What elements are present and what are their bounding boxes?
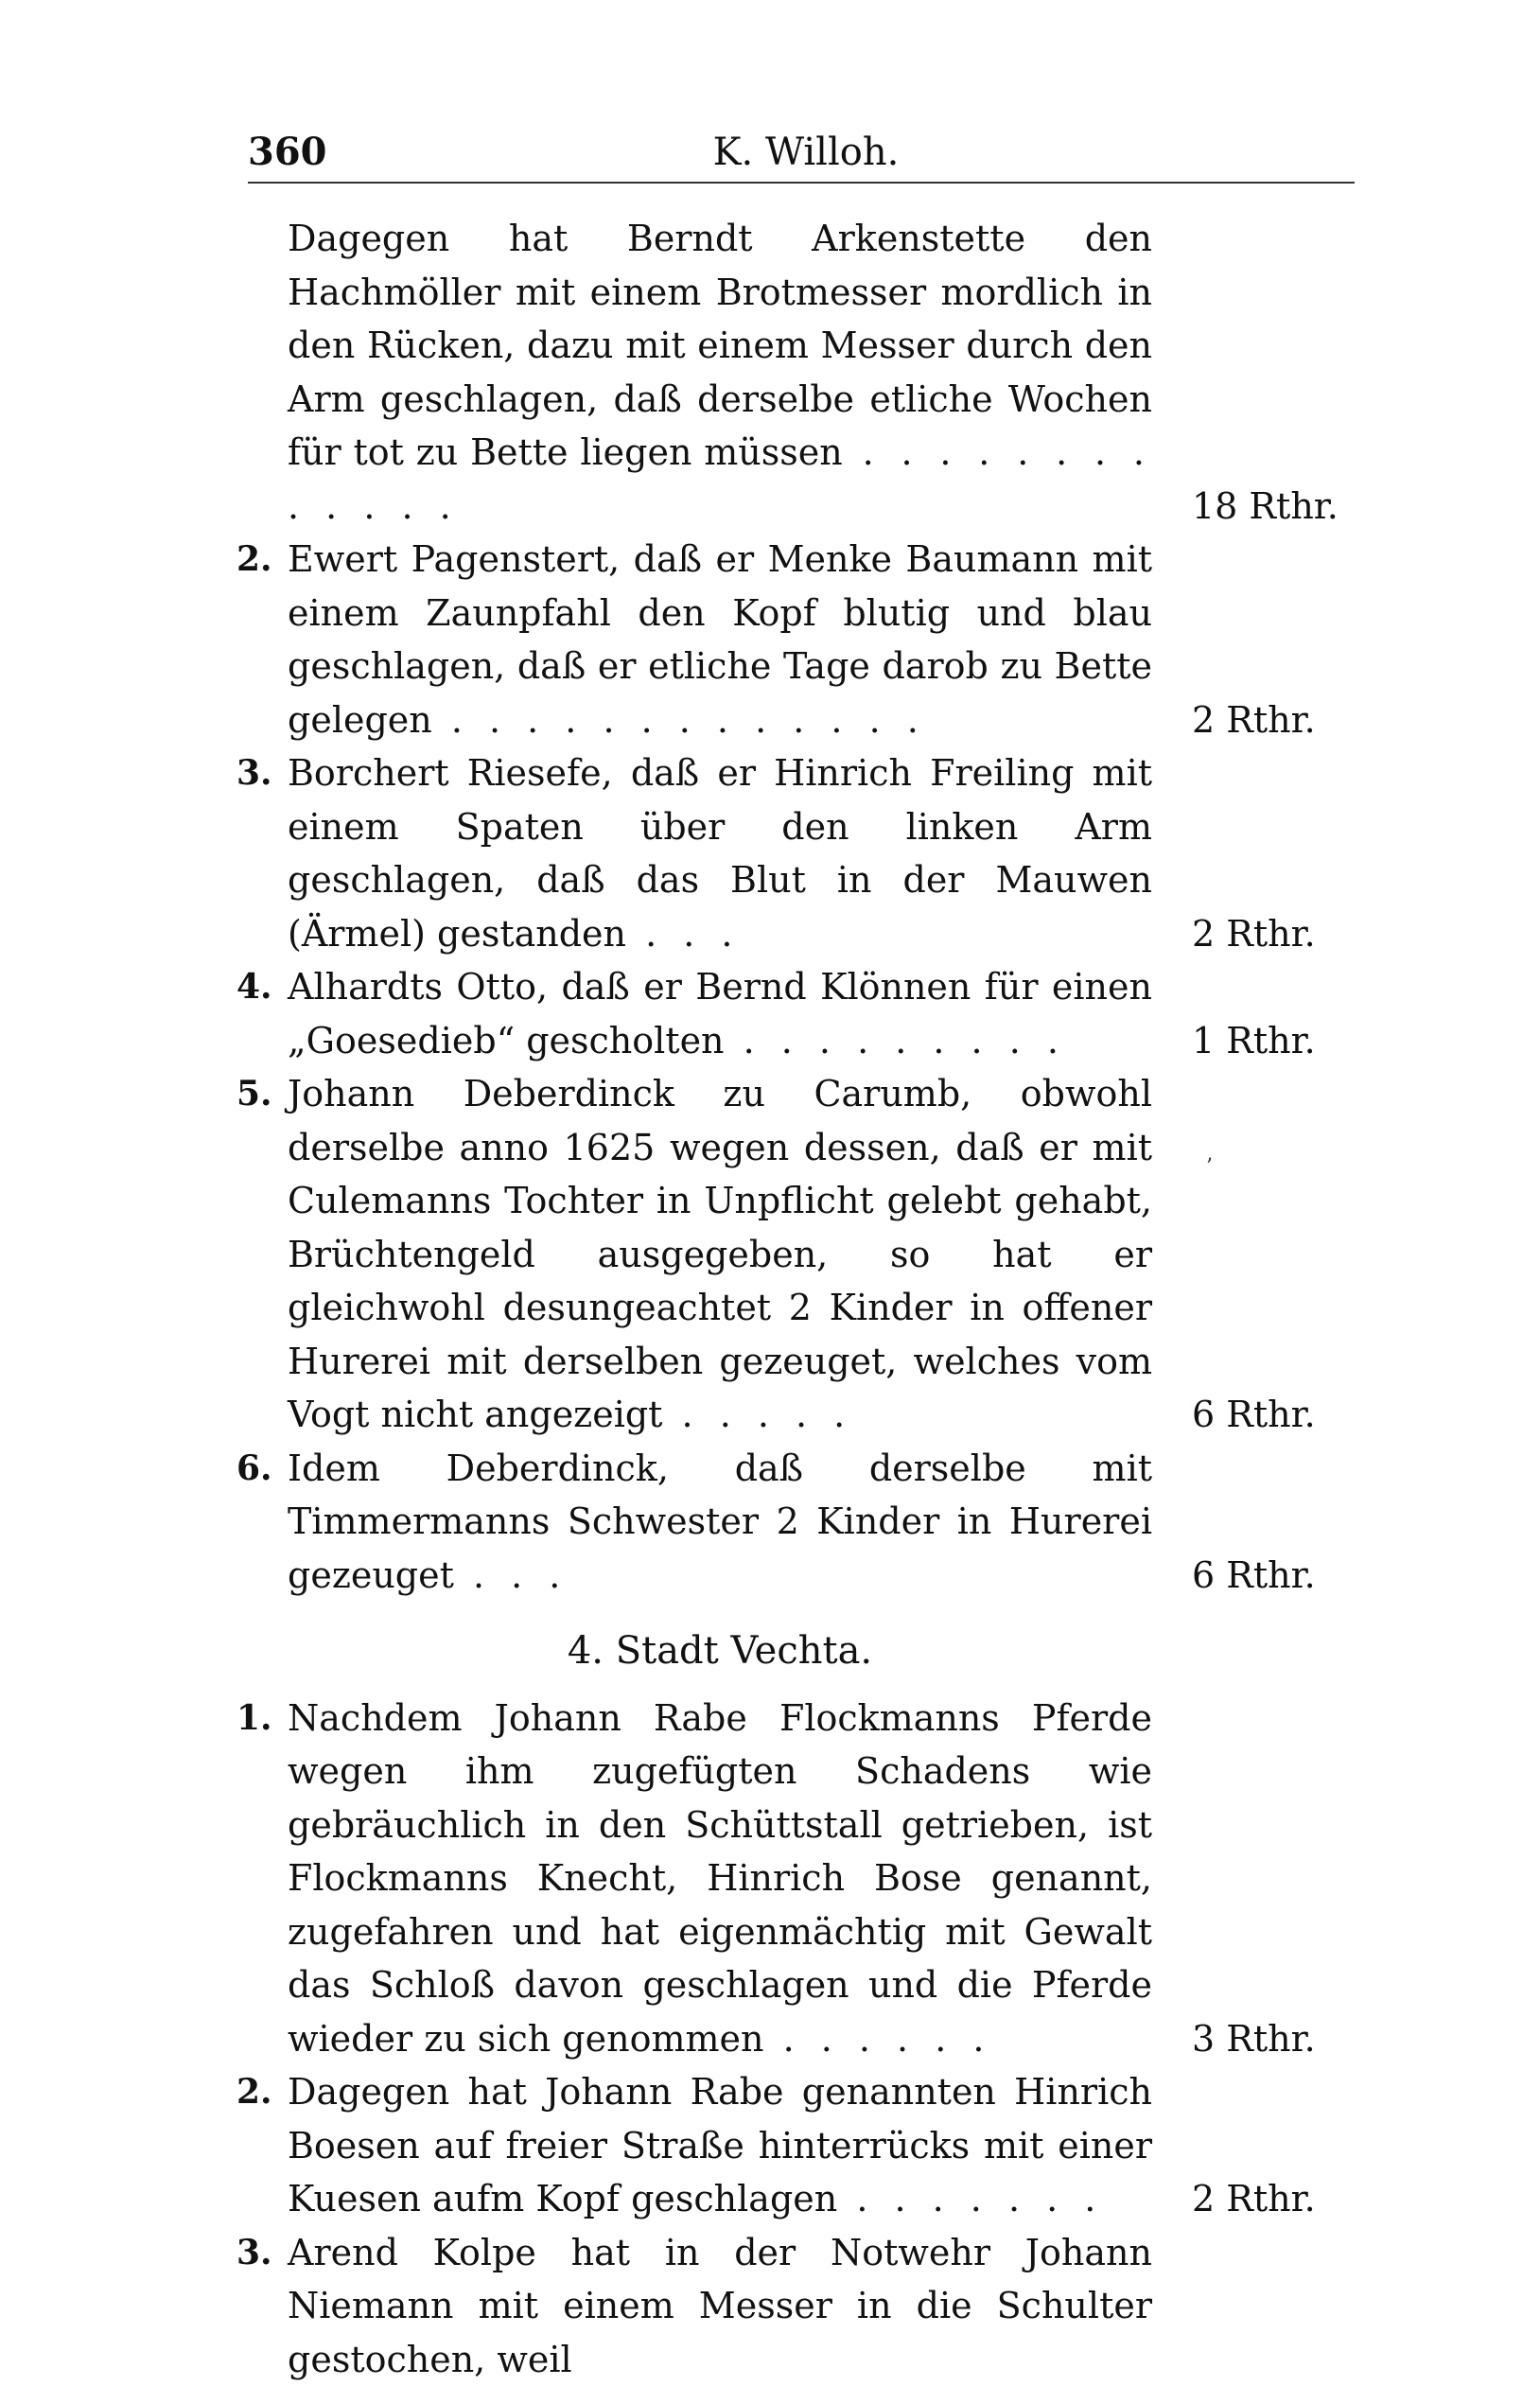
entry-body: Borchert Riesefe, daß er Hinrich Freiling mit einem Spaten über den linken Arm geschlagen, daß das Blut in der Mauwen (Ärmel) gestanden [288,752,1152,955]
entry-text [288,1067,1152,1442]
page-header [248,129,1355,176]
entry [236,212,1372,533]
entry [236,1442,1372,1603]
entry [236,1692,1372,2066]
entry [236,2065,1372,2226]
entry-amount: 2 Rthr. [1192,907,1372,961]
dot-leader: . . . . . . . . . [725,1020,1066,1061]
entry-body: Idem Deberdinck, daß derselbe mit Timmermanns Schwester 2 Kinder in Hurerei gezeuget [288,1447,1152,1596]
entry-number: 6. [236,1442,284,1496]
entry-body: Johann Deberdinck zu Carumb, obwohl derselbe anno 1625 wegen dessen, daß er mit Culemanns Tochter in Unpflicht gelebt gehabt, Brüchtengeld ausgegeben, so hat er gleichwohl desungeachtet 2 Kinder in offener Hurerei mit derselben gezeuget, welches vom Vogt nicht angezeigt [288,1073,1152,1435]
entry-text [288,2226,1152,2386]
entry-amount: 6 Rthr. [1192,1549,1372,1603]
dot-leader: . . . . . . . [837,2178,1103,2219]
entry-number: 3. [236,746,284,800]
dot-leader: . . . . . . [763,2018,991,2060]
entry-amount: 6 Rthr. [1192,1388,1372,1442]
entry-number: 3. [236,2226,284,2280]
section-heading: 4. Stadt Vechta. [288,1624,1152,1678]
entry-text [288,533,1152,746]
header-rule [248,182,1355,184]
entry-number: 4. [236,960,284,1014]
dot-leader: . . . . . [662,1394,852,1435]
dot-leader: . . . . . . . . . . . . . [288,431,1152,527]
entry-body: Arend Kolpe hat in der Notwehr Johann Niemann mit einem Messer in die Schulter gestochen, weil [288,2232,1152,2380]
entry-number: 2. [236,2065,284,2119]
entry-body: Dagegen hat Johann Rabe genannten Hinrich Boesen auf freier Straße hinterrücks mit einer Kuesen aufm Kopf geschlagen [288,2071,1152,2219]
page-number: 360 [248,129,327,176]
entry-text [288,746,1152,960]
entry-amount: 18 Rthr. [1192,480,1372,534]
entry-number: 5. [236,1067,284,1121]
dot-leader: . . . [454,1554,568,1596]
entry-number: 1. [236,1692,284,1746]
dot-leader: . . . . . . . . . . . . . [432,699,926,741]
entry [236,1067,1372,1442]
entry-amount: 3 Rthr. [1192,2012,1372,2066]
entry-text [288,1442,1152,1603]
entry [236,2226,1372,2386]
entry-text [288,960,1152,1067]
entry-text [288,2065,1152,2226]
entry-body: Ewert Pagenstert, daß er Menke Baumann mit einem Zaunpfahl den Kopf blutig und blau geschlagen, daß er etliche Tage darob zu Bette gelegen [288,538,1152,741]
running-head: K. Willoh. [692,129,919,176]
entry-body: Alhardts Otto, daß er Bernd Klönnen für einen „Goesedieb“ gescholten [288,966,1152,1061]
margin-mark: ’ [1206,1157,1213,1178]
entry [236,746,1372,960]
entry-text [288,212,1152,533]
page-body [236,208,1372,2386]
entry [236,960,1372,1067]
entry-text [288,1692,1152,2066]
entry [236,533,1372,746]
entry-number: 2. [236,533,284,587]
entry-amount: 2 Rthr. [1192,693,1372,747]
entry-amount: 2 Rthr. [1192,2172,1372,2226]
entry-amount: 1 Rthr. [1192,1014,1372,1068]
entry-body: Nachdem Johann Rabe Flockmanns Pferde wegen ihm zugefügten Schadens wie gebräuchlich in den Schüttstall getrieben, ist Flockmanns Knecht, Hinrich Bose genannt, zugefahren und hat eigenmächtig mit Gewalt das Schloß davon geschlagen und die Pferde wieder zu sich genommen [288,1697,1152,2060]
entry-body: Dagegen hat Berndt Arkenstette den Hachmöller mit einem Brotmesser mordlich in den Rücken, dazu mit einem Messer durch den Arm geschlagen, daß derselbe etliche Wochen für tot zu Bette liegen müssen [288,218,1152,473]
dot-leader: . . . [626,913,740,955]
